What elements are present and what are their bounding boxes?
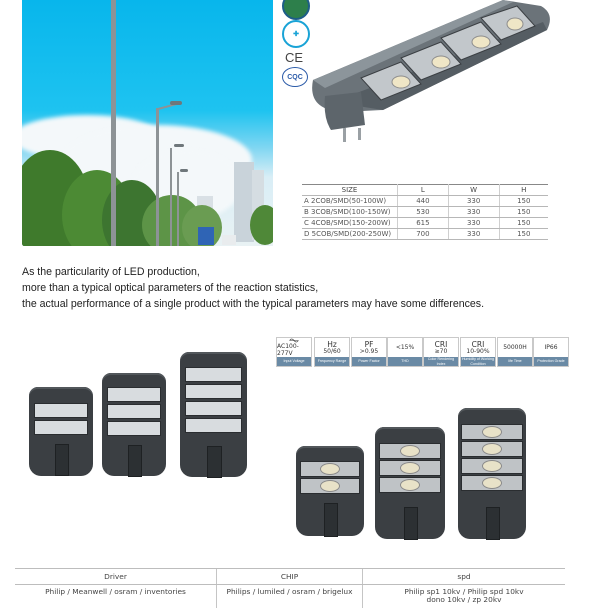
height-cell: 150 bbox=[499, 218, 548, 229]
led-street-light-product-image bbox=[303, 0, 553, 155]
spec-value: 10-90% bbox=[466, 348, 489, 355]
spec-title: PF bbox=[365, 341, 374, 348]
spec-title: CRI bbox=[435, 341, 448, 348]
spec-value: 50/60 bbox=[323, 348, 340, 355]
led-production-note bbox=[22, 264, 484, 312]
height-cell: 150 bbox=[499, 196, 548, 207]
spec-life-time bbox=[497, 337, 533, 367]
length-cell: 615 bbox=[398, 218, 449, 229]
spec-label: Power Factor bbox=[352, 357, 386, 366]
table-row bbox=[302, 218, 548, 229]
spec-value: ≥70 bbox=[435, 348, 448, 355]
spd-header: spd bbox=[363, 569, 566, 585]
chip-cell: Philips / lumiled / osram / brigelux bbox=[217, 585, 363, 608]
street-light-photo bbox=[22, 0, 273, 246]
components-table-header bbox=[15, 569, 565, 585]
cob-lamp-4-module bbox=[458, 408, 526, 539]
width-cell: 330 bbox=[448, 207, 499, 218]
width-header: W bbox=[448, 185, 499, 196]
driver-header: Driver bbox=[15, 569, 217, 585]
spec-value: IP66 bbox=[544, 344, 557, 351]
size-cell: B 3COB/SMD(100-150W) bbox=[302, 207, 398, 218]
size-table bbox=[302, 184, 548, 240]
smd-lamp-4-module bbox=[180, 352, 247, 477]
spec-label: life Time bbox=[498, 357, 532, 366]
height-cell: 150 bbox=[499, 207, 548, 218]
spec-protection-grade bbox=[533, 337, 569, 367]
smd-lamp-3-module bbox=[102, 373, 166, 476]
spec-humidity bbox=[460, 337, 496, 367]
spec-frequency bbox=[314, 337, 350, 367]
quality-cert-icon: ✚ bbox=[282, 20, 310, 48]
chip-header: CHIP bbox=[217, 569, 363, 585]
spec-title: CRI bbox=[472, 341, 485, 348]
note-line: more than a typical optical parameters of the reaction statistics, bbox=[22, 280, 484, 296]
table-row bbox=[302, 196, 548, 207]
size-cell: D 5COB/SMD(200-250W) bbox=[302, 229, 398, 240]
table-row bbox=[302, 229, 548, 240]
width-cell: 330 bbox=[448, 196, 499, 207]
spec-label: THD bbox=[388, 357, 422, 366]
table-row bbox=[302, 207, 548, 218]
cqc-mark-icon: CQC bbox=[282, 67, 308, 87]
height-header: H bbox=[499, 185, 548, 196]
size-cell: C 4COB/SMD(150-200W) bbox=[302, 218, 398, 229]
spec-value: <15% bbox=[396, 344, 414, 351]
size-table-header bbox=[302, 185, 548, 196]
cob-lamp-2-module bbox=[296, 446, 364, 536]
smd-lamp-2-module bbox=[29, 387, 93, 476]
length-header: L bbox=[398, 185, 449, 196]
note-line: the actual performance of a single product with the typical parameters may have some differences. bbox=[22, 296, 484, 312]
cob-lamp-3-module bbox=[375, 427, 445, 539]
width-cell: 330 bbox=[448, 218, 499, 229]
spec-label: Input Voltage bbox=[277, 357, 311, 366]
size-header: SIZE bbox=[302, 185, 398, 196]
spec-value: >0.95 bbox=[360, 348, 378, 355]
note-line: As the particularity of LED production, bbox=[22, 264, 484, 280]
spec-label: Humidity of Working Condition bbox=[461, 357, 495, 366]
table-row bbox=[15, 585, 565, 608]
ce-mark-icon: CE bbox=[282, 45, 306, 69]
spec-value: 50000H bbox=[503, 344, 527, 351]
spec-label: Frequency Range bbox=[315, 357, 349, 366]
driver-cell: Philip / Meanwell / osram / inventories bbox=[15, 585, 217, 608]
spec-label: Protection Grade bbox=[534, 357, 568, 366]
length-cell: 700 bbox=[398, 229, 449, 240]
spec-color-rendering bbox=[423, 337, 459, 367]
spec-input-voltage bbox=[276, 337, 312, 367]
width-cell: 330 bbox=[448, 229, 499, 240]
components-table bbox=[15, 568, 565, 608]
spd-line: dono 10kv / zp 20kv bbox=[363, 596, 565, 604]
spec-value: AC100-277V bbox=[277, 343, 311, 357]
spec-power-factor bbox=[351, 337, 387, 367]
length-cell: 530 bbox=[398, 207, 449, 218]
spec-thd bbox=[387, 337, 423, 367]
height-cell: 150 bbox=[499, 229, 548, 240]
spd-line: Philip sp1 10kv / Philip spd 10kv bbox=[363, 588, 565, 596]
size-cell: A 2COB/SMD(50-100W) bbox=[302, 196, 398, 207]
spec-label: Color Rendering Index bbox=[424, 357, 458, 366]
length-cell: 440 bbox=[398, 196, 449, 207]
spec-title: Hz bbox=[327, 341, 337, 348]
spd-cell bbox=[363, 585, 566, 608]
